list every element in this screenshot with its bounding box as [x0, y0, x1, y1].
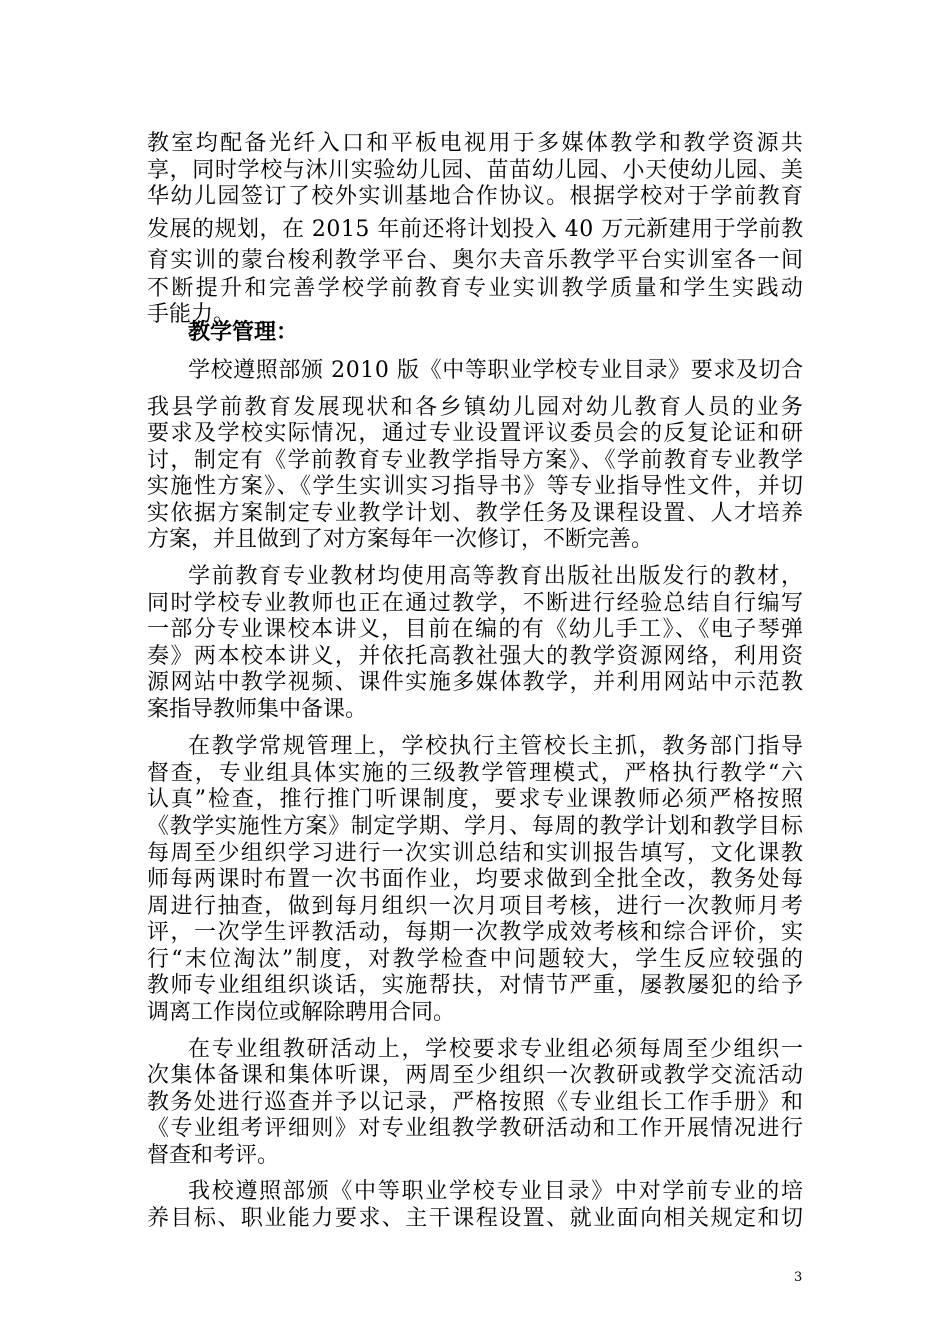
text-line: 认真”检查，推行推门听课制度，要求专业课教师必须严格按照: [147, 787, 805, 812]
text-line: 教室均配备光纤入口和平板电视用于多媒体教学和教学资源共: [147, 131, 806, 156]
text-line: 学前教育专业教材均使用高等教育出版社出版发行的教材，: [188, 564, 805, 589]
text-line: 不断提升和完善学校学前教育专业实训教学质量和学生实践动: [147, 276, 806, 301]
text-line: 在专业组教研活动上，学校要求专业组必须每周至少组织一: [188, 1037, 805, 1062]
text-line: 要求及学校实际情况，通过专业设置评议委员会的反复论证和研: [147, 421, 805, 446]
text-line: 我校遵照部颁《中等职业学校专业目录》中对学前专业的培: [188, 1179, 805, 1204]
text-line: 次集体备课和集体听课，两周至少组织一次教研或教学交流活动: [147, 1063, 805, 1088]
text-line: 每周至少组织学习进行一次实训总结和实训报告填写，文化课教: [147, 841, 805, 866]
text-line: 方案，并且做到了对方案每年一次修订，不断完善。: [147, 527, 654, 552]
text-line: 督查，专业组具体实施的三级教学管理模式，严格执行教学“六: [147, 761, 805, 786]
text-line: 养目标、职业能力要求、主干课程设置、就业面向相关规定和切: [147, 1206, 805, 1231]
text-line: 督查和考评。: [147, 1143, 280, 1168]
text-line: 奏》两本校本讲义，并依托高教社强大的教学资源网络，利用资: [147, 644, 805, 669]
text-line: 我县学前教育发展现状和各乡镇幼儿园对幼儿教育人员的业务: [147, 395, 806, 420]
text-line: 实施性方案》、《学生实训实习指导书》等专业指导性文件，并切: [147, 474, 805, 499]
section-heading: 教学管理：: [188, 320, 299, 345]
text-line: 发展的规划，在 2015 年前还将计划投入 40 万元新建用于学前教: [147, 217, 804, 242]
text-line: 师每两课时布置一次书面作业，均要求做到全批全改，教务处每: [147, 867, 805, 892]
page-number: 3: [794, 1270, 803, 1285]
text-line: 实依据方案制定专业教学计划、教学任务及课程设置、人才培养: [147, 501, 805, 526]
text-line: 《教学实施性方案》制定学期、学月、每周的教学计划和教学目标: [147, 814, 804, 839]
text-line: 周进行抽查，做到每月组织一次月项目考核，进行一次教师月考: [147, 894, 805, 919]
text-line: 在教学常规管理上，学校执行主管校长主抓，教务部门指导: [188, 734, 805, 759]
text-line: 调离工作岗位或解除聘用合同。: [147, 1000, 456, 1025]
text-line: 讨，制定有《学前教育专业教学指导方案》、《学前教育专业教学: [147, 448, 805, 473]
text-line: 行“末位淘汰”制度，对教学检查中问题较大，学生反应较强的: [147, 947, 806, 972]
text-line: 学校遵照部颁 2010 版《中等职业学校专业目录》要求及切合: [188, 358, 804, 383]
text-line: 育实训的蒙台梭利教学平台、奥尔夫音乐教学平台实训室各一间: [147, 248, 805, 273]
text-line: 华幼儿园签订了校外实训基地合作协议。根据学校对于学前教育: [147, 184, 805, 209]
text-line: 一部分专业课校本讲义，目前在编的有《幼儿手工》、《电子琴弹: [147, 617, 805, 642]
text-line: 《专业组考评细则》对专业组教学教研活动和工作开展情况进行: [147, 1116, 805, 1141]
text-line: 教师专业组组织谈话，实施帮扶，对情节严重，屡教屡犯的给予: [147, 973, 805, 998]
text-line: 源网站中教学视频、课件实施多媒体教学，并利用网站中示范教: [147, 670, 805, 695]
text-line: 案指导教师集中备课。: [147, 697, 368, 722]
text-line: 手能力。: [147, 302, 236, 327]
text-line: 评，一次学生评教活动，每期一次教学成效考核和综合评价，实: [147, 920, 805, 945]
text-line: 教务处进行巡查并予以记录，严格按照《专业组长工作手册》和: [147, 1090, 805, 1115]
text-line: 享，同时学校与沐川实验幼儿园、苗苗幼儿园、小天使幼儿园、美: [147, 158, 804, 183]
text-line: 同时学校专业教师也正在通过教学，不断进行经验总结自行编写: [147, 591, 805, 616]
